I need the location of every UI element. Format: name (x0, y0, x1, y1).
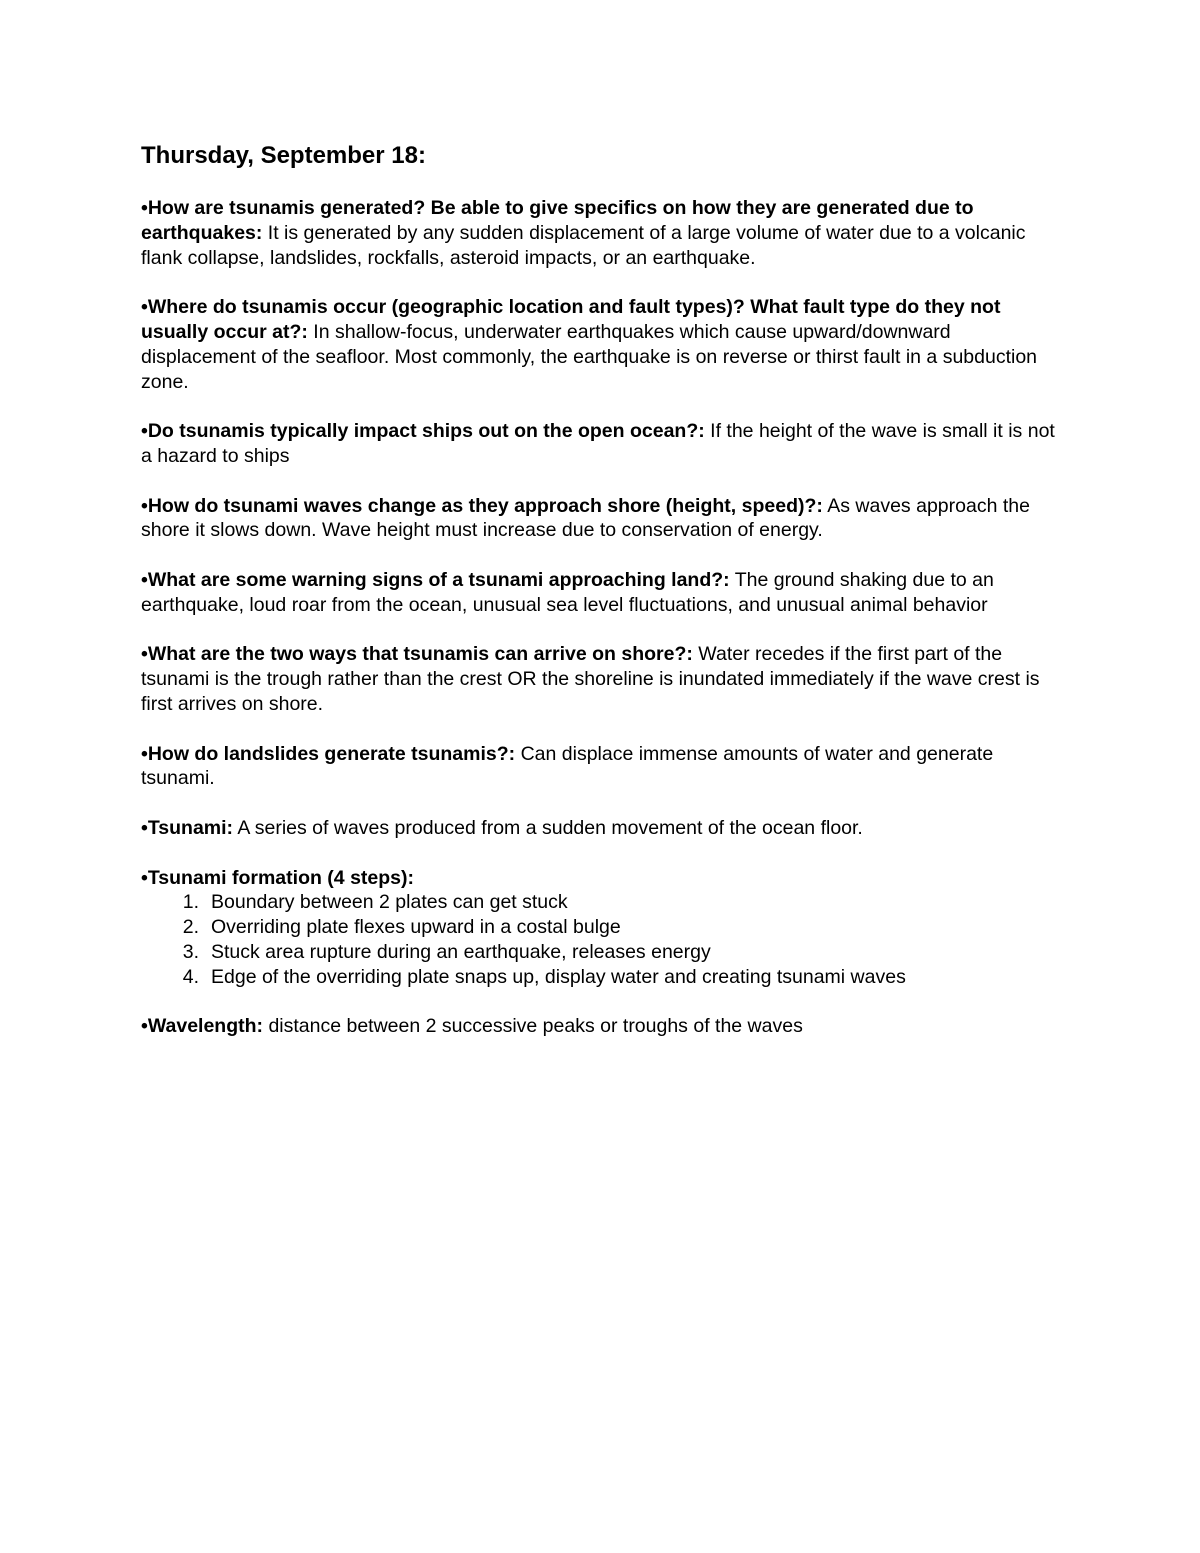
step-number: 3. (182, 940, 199, 963)
step-number: 2. (182, 916, 199, 939)
answer-text: The ground shaking due to an earthquake, loud roar from the ocean, unusual sea level fluctuations, and unusual animal behavior (141, 568, 994, 616)
page-title: Thursday, September 18: (141, 142, 426, 169)
qa-item-landslides (141, 742, 1066, 792)
qa-item-arrival-ways (141, 642, 1066, 716)
answer-text: A series of waves produced from a sudden movement of the ocean floor. (233, 816, 863, 839)
answer-text: As waves approach the shore it slows down. Wave height must increase due to conservation of energy. (141, 494, 1030, 542)
answer-text: Can displace immense amounts of water and generate tsunami. (141, 742, 994, 790)
question-text: •How are tsunamis generated? Be able to give specifics on how they are generated due to earthquakes: (141, 197, 974, 244)
qa-item-tsunami-definition (141, 816, 1066, 841)
question-text: •Wavelength: (141, 1015, 264, 1038)
qa-item-warning-signs (141, 568, 1066, 618)
question-text: •Tsunami: (141, 816, 234, 839)
step-text: Edge of the overriding plate snaps up, display water and creating tsunami waves (211, 965, 906, 988)
answer-text: In shallow-focus, underwater earthquakes which cause upward/downward displacement of the seafloor. Most commonly, the earthquake is on reverse or thirst fault in a subduction zone. (141, 320, 1038, 393)
step-number: 4. (182, 965, 199, 988)
step-text: Overriding plate flexes upward in a costal bulge (211, 916, 621, 939)
tsunami-formation-section (141, 866, 1066, 990)
step-text: Stuck area rupture during an earthquake, releases energy (211, 940, 711, 963)
list-item (141, 915, 1066, 940)
formation-steps-list (141, 890, 1066, 989)
list-item (141, 965, 1066, 990)
question-text: •How do landslides generate tsunamis?: (141, 742, 516, 765)
qa-item-ships-impact (141, 419, 1066, 469)
answer-text: If the height of the wave is small it is not a hazard to ships (141, 420, 1055, 467)
question-text: •Do tsunamis typically impact ships out on the open ocean?: (141, 420, 705, 443)
question-text: •Where do tsunamis occur (geographic location and fault types)? What fault type do they not usually occur at?: (141, 296, 1001, 343)
step-number: 1. (182, 891, 199, 914)
question-text: •What are some warning signs of a tsunami approaching land?: (141, 568, 730, 591)
answer-text: It is generated by any sudden displacement of a large volume of water due to a volcanic flank collapse, landslides, rockfalls, asteroid impacts, or an earthquake. (141, 221, 1026, 269)
list-item (141, 940, 1066, 965)
answer-text: Water recedes if the first part of the tsunami is the trough rather than the crest OR the shoreline is inundated immediately if the wave crest is first arrives on shore. (141, 643, 1040, 715)
question-text: •What are the two ways that tsunamis can arrive on shore?: (141, 643, 693, 666)
answer-text: distance between 2 successive peaks or troughs of the waves (263, 1015, 803, 1038)
document-body (141, 140, 1066, 1064)
qa-item-tsunami-generation (141, 196, 1066, 270)
qa-item-wave-change (141, 494, 1066, 544)
step-text: Boundary between 2 plates can get stuck (211, 891, 568, 914)
qa-item-wavelength (141, 1014, 1066, 1039)
list-item (141, 890, 1066, 915)
qa-item-tsunami-occurrence (141, 295, 1066, 394)
question-text: •How do tsunami waves change as they approach shore (height, speed)?: (141, 494, 823, 517)
formation-heading: •Tsunami formation (4 steps): (141, 866, 414, 889)
